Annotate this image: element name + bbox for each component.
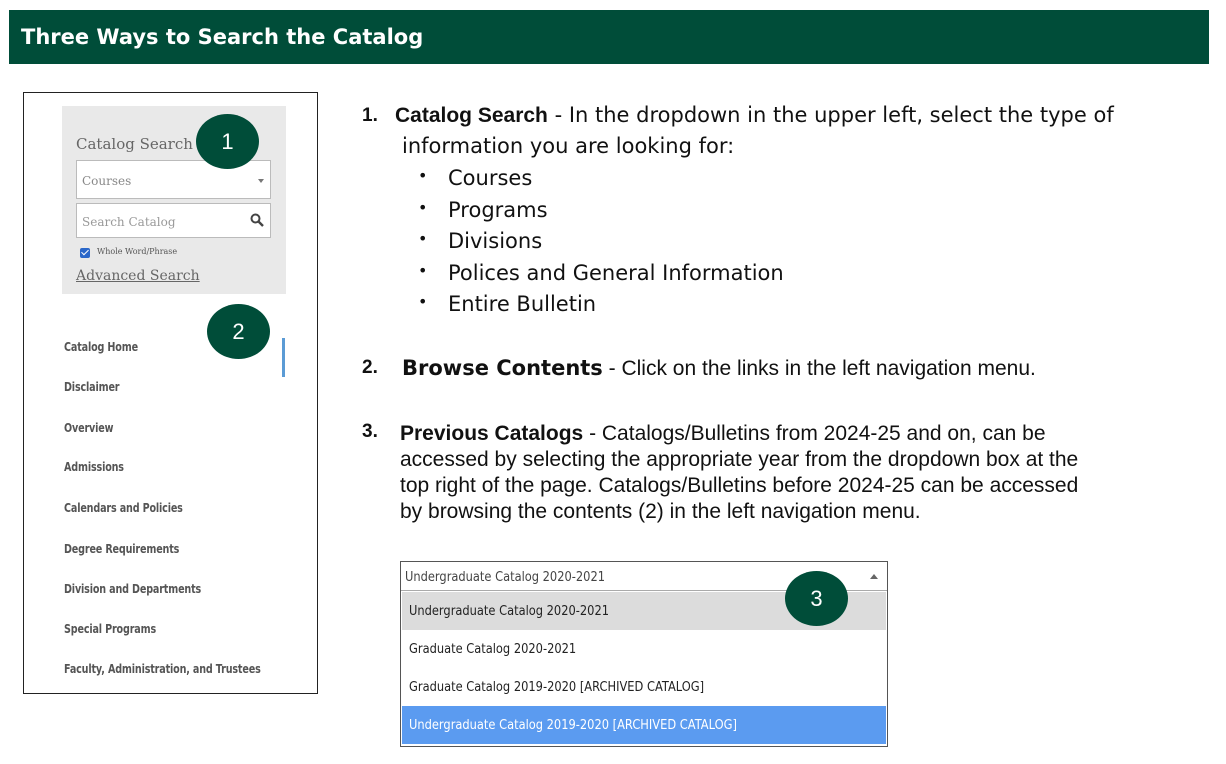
- step-2-title: Browse Contents: [402, 356, 603, 380]
- marker-2: 2: [207, 304, 270, 359]
- step-1-number: 1.: [362, 105, 378, 126]
- catalog-sidebar-panel: [23, 92, 318, 694]
- marker-1: 1: [196, 114, 259, 169]
- step-3-paragraph: [400, 421, 1100, 525]
- advanced-search-link[interactable]: Advanced Search: [76, 268, 200, 284]
- catalog-option[interactable]: Graduate Catalog 2019-2020 [ARCHIVED CATALOG]: [402, 668, 886, 706]
- chevron-down-icon: [258, 179, 264, 183]
- nav-item-faculty-admin-trustees[interactable]: Faculty, Administration, and Trustees: [64, 662, 261, 676]
- catalog-selected-value: Undergraduate Catalog 2020-2021: [405, 570, 606, 585]
- active-nav-indicator: [282, 338, 285, 377]
- nav-item-admissions[interactable]: Admissions: [64, 460, 124, 474]
- search-type-value: Courses: [82, 174, 132, 188]
- nav-item-division-departments[interactable]: Division and Departments: [64, 582, 202, 596]
- step-3-title: Previous Catalogs: [400, 422, 584, 445]
- nav-item-special-programs[interactable]: Special Programs: [64, 622, 156, 636]
- search-placeholder: Search Catalog: [82, 215, 176, 229]
- search-input[interactable]: [76, 203, 271, 238]
- marker-3: 3: [785, 571, 848, 626]
- catalog-option[interactable]: Graduate Catalog 2020-2021: [402, 630, 886, 668]
- nav-item-overview[interactable]: Overview: [64, 421, 114, 435]
- nav-item-disclaimer[interactable]: Disclaimer: [64, 380, 120, 394]
- whole-word-checkbox[interactable]: [80, 248, 90, 258]
- step-1-text: - In the dropdown in the upper left, select the type of: [547, 103, 1114, 127]
- step-1-heading: [395, 103, 1114, 128]
- step-3-text: - Catalogs/Bulletins from 2024-25 and on, can be accessed by selecting the appropriate year from the dropdown box at the top right of the page. Catalogs/Bulletins before 2024-25 can be accessed by browsing the contents (2) in the left navigation menu.: [400, 422, 1079, 523]
- whole-word-label: Whole Word/Phrase: [97, 247, 178, 256]
- catalog-search-title: Catalog Search: [76, 135, 193, 153]
- nav-item-degree-requirements[interactable]: Degree Requirements: [64, 542, 180, 556]
- nav-item-calendars-policies[interactable]: Calendars and Policies: [64, 501, 183, 515]
- step-1-title: Catalog Search: [395, 104, 548, 127]
- step-2-heading: [402, 356, 1036, 381]
- step-2-text: - Click on the links in the left navigation menu.: [602, 357, 1036, 380]
- magnifier-icon[interactable]: [250, 213, 264, 232]
- catalog-option-highlighted[interactable]: Undergraduate Catalog 2019-2020 [ARCHIVED CATALOG]: [402, 706, 886, 744]
- catalog-option[interactable]: Undergraduate Catalog 2020-2021: [402, 592, 886, 630]
- step-2-number: 2.: [362, 357, 378, 378]
- step-1-text-cont: information you are looking for:: [402, 134, 735, 158]
- page-header: [9, 10, 1209, 64]
- header-title: Three Ways to Search the Catalog: [21, 25, 424, 49]
- step-3-number: 3.: [362, 421, 378, 442]
- chevron-up-icon: [870, 574, 878, 579]
- nav-item-catalog-home[interactable]: Catalog Home: [64, 340, 138, 354]
